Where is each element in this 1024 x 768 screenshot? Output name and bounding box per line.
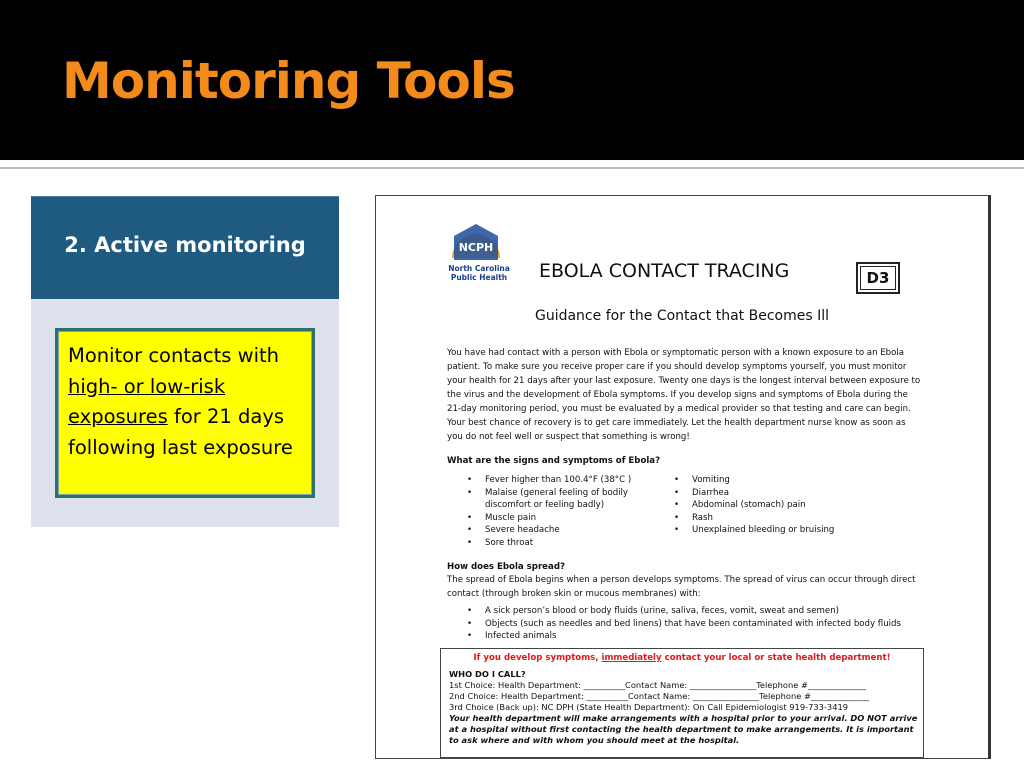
spread-paragraph: The spread of Ebola begins when a person develops symptoms. The spread of virus can occur through direct contact (through broken skin or mucous membranes) with: [447,575,916,599]
list-item: • Malaise (general feeling of bodily discomfort or feeling badly) [467,487,637,512]
document-image [375,195,991,759]
spread-list [467,605,927,643]
symptoms-list-right [674,474,894,537]
list-item: • Unexplained bleeding or bruising [674,524,894,537]
logo-name-line2: Public Health [450,273,508,282]
title-bar [0,0,1024,160]
who-to-call-section [449,669,921,746]
callout-text-before: Monitor contacts with [68,344,280,367]
list-item: • Infected animals [467,630,927,643]
document-title: EBOLA CONTACT TRACING [539,260,790,282]
document-subtitle: Guidance for the Contact that Becomes Ill [534,308,830,324]
list-item: • Muscle pain [467,512,637,525]
choice-2: 2nd Choice: Health Department: __________Contact Name: ________________Telephone #______________ [449,691,869,701]
alert-underlined: immediately [601,653,662,663]
contact-callout-box [440,648,924,758]
who-heading: WHO DO I CALL? [449,669,526,679]
list-item: • Abdominal (stomach) pain [674,499,894,512]
footer-note: Your health department will make arrangements with a hospital prior to your arrival. DO NOT arrive at a hospital without first contacting the health department to make arrangements. It is important to ask where and with whom you should meet at the hospital. [449,713,918,745]
list-item: • Vomiting [674,474,894,487]
list-item: • Sore throat [467,537,637,550]
callout-underlined-text: high- or low-risk exposures [68,374,226,428]
symptoms-list-left [467,474,637,550]
list-item: • Severe headache [467,524,637,537]
alert-line [441,653,923,663]
callout-text-after: for 21 days following last exposure [68,405,293,459]
choice-3: 3rd Choice (Back up): NC DPH (State Health Department): On Call Epidemiologist 919-733-3419 [449,702,849,712]
intro-paragraph: You have had contact with a person with Ebola or symptomatic person with a known exposure to an Ebola patient. To make sure you receive proper care if you should develop symptoms yourself, you must monitor your health for 21 days after your last exposure. Twenty one days is the longest interval between exposure to the virus and the development of Ebola symptoms. If you develop signs and symptoms of Ebola during the 21-day monitoring period, you must be evaluated by a medical provider so that testing and care can begin. Your best chance of recovery is to get care immediately. Let the health department nurse know as soon as you do not feel well or suspect that something is wrong! [447,348,921,442]
alert-text-before: If you develop symptoms, [473,653,602,663]
section-header [31,196,339,299]
logo-acronym: NCPH [458,241,494,254]
spread-heading: How does Ebola spread? [447,562,565,572]
highlight-callout [55,328,315,498]
list-item: • A sick person’s blood or body fluids (urine, saliva, feces, vomit, sweat and semen) [467,605,927,618]
choice-1: 1st Choice: Health Department: __________Contact Name: ________________Telephone #______________ [449,680,867,690]
list-item: • Rash [674,512,894,525]
document-code-badge: D3 [856,262,900,294]
title-divider [0,160,1024,167]
list-item: • Fever higher than 100.4°F (38°C ) [467,474,637,487]
slide-title: Monitoring Tools [62,52,515,110]
alert-text-after: contact your local or state health department! [661,653,891,663]
section-header-label: 2. Active monitoring [64,233,306,257]
logo-name-line1: North Carolina [448,264,510,273]
list-item: • Objects (such as needles and bed linens) that have been contaminated with infected body fluids [467,618,927,631]
symptoms-heading: What are the signs and symptoms of Ebola? [447,456,661,466]
logo-text [444,264,514,282]
list-item: • Diarrhea [674,487,894,500]
